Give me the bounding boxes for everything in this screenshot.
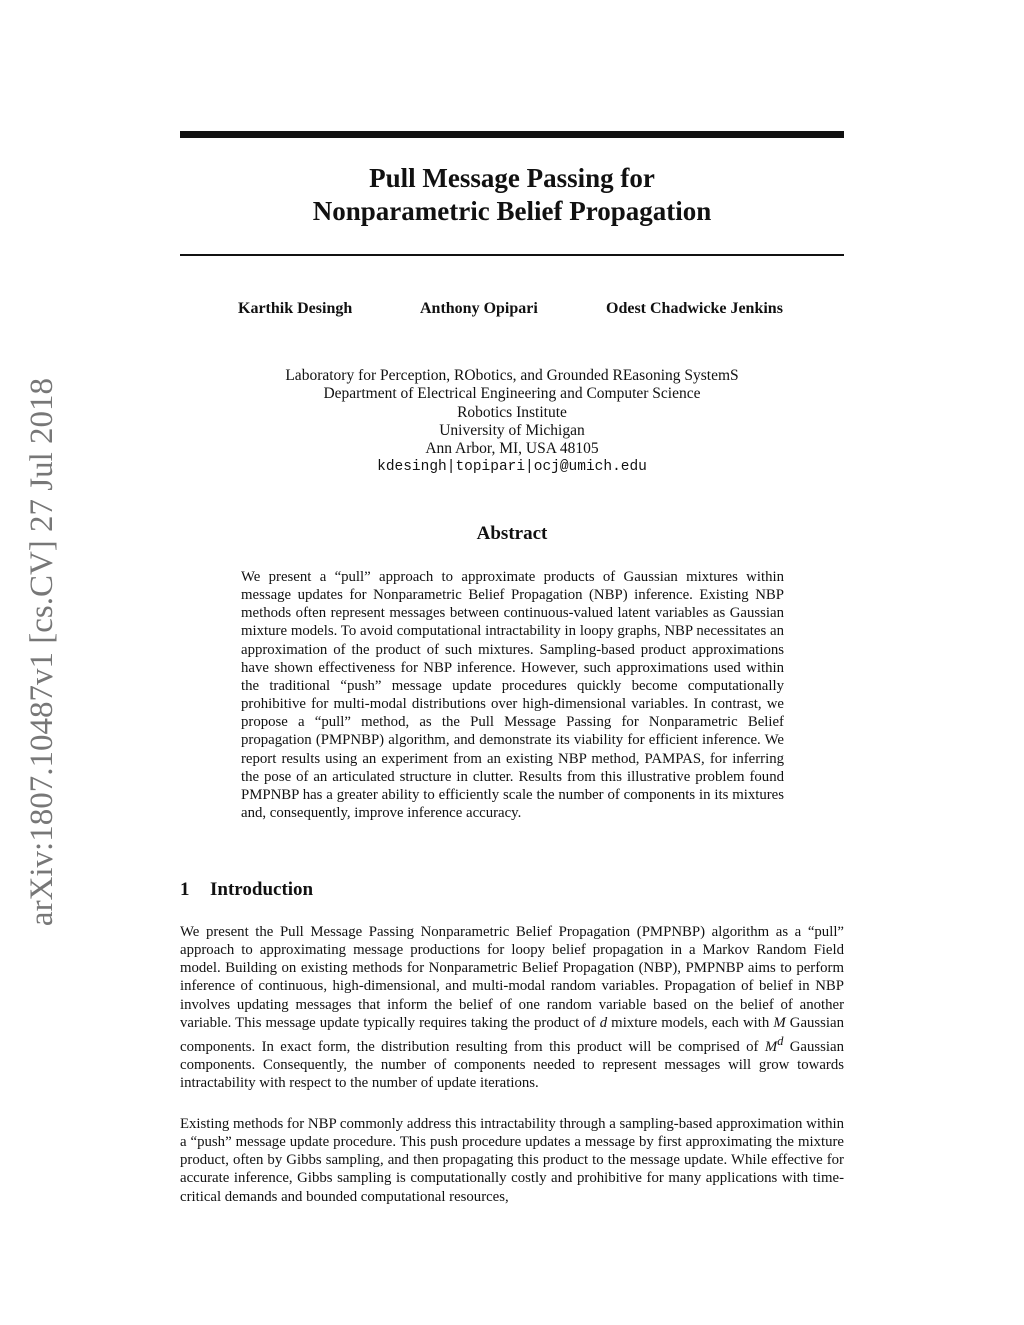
title-line-1: Pull Message Passing for — [369, 163, 655, 193]
section-number: 1 — [180, 879, 190, 900]
abstract-heading: Abstract — [476, 523, 548, 544]
section-heading-introduction — [180, 879, 313, 901]
math-expression-M-power-d — [764, 1033, 784, 1055]
math-exponent: d — [777, 1033, 784, 1048]
paragraph-text: Gaussian components. Consequently, the number of components needed to represent messages will grow towards intractability with respect to the number of update iterations. — [180, 1038, 844, 1092]
section-title: Introduction — [210, 879, 314, 900]
paragraph-text: mixture models, each with — [607, 1014, 774, 1031]
affiliation-block — [180, 367, 844, 477]
affiliation-line: Robotics Institute — [457, 403, 567, 421]
author-list — [180, 300, 844, 322]
affiliation-line: Ann Arbor, MI, USA 48105 — [425, 440, 599, 458]
affiliation-line: University of Michigan — [439, 421, 585, 439]
paper-title — [180, 162, 844, 228]
math-variable-M: M — [773, 1014, 786, 1031]
math-variable-d: d — [599, 1014, 608, 1031]
author-name: Odest Chadwicke Jenkins — [606, 300, 783, 317]
affiliation-line: Department of Electrical Engineering and Computer Science — [323, 385, 701, 403]
author-name: Anthony Opipari — [420, 300, 538, 317]
introduction-paragraph-1 — [180, 923, 844, 1092]
title-bottom-rule — [180, 254, 844, 256]
paragraph-text: We present the Pull Message Passing Nonparametric Belief Propagation (PMPNBP) algorithm as a “pull” approach to approximating message productions for loopy belief propagation in a Markov Random Field model. Building on existing methods for Nonparametric Belief Propagation (NBP), PMPNBP aims to perform inference of continuous, high-dimensional, and multi-modal random variables. Propagation of belief in NBP involves updating messages that inform the belief of one random variable based on the belief of another variable. This message update typically requires taking the product of — [180, 924, 844, 1031]
paragraph-text: Gaussian components. In exact form, the distribution resulting from this product will be comprised of — [180, 1014, 845, 1055]
title-top-rule — [180, 131, 844, 138]
title-line-2: Nonparametric Belief Propagation — [312, 196, 712, 226]
author-email: kdesingh|topipari|ocj@umich.edu — [377, 459, 647, 476]
arxiv-identifier-stamp: arXiv:1807.10487v1 [cs.CV] 27 Jul 2018 — [24, 377, 60, 927]
author-name: Karthik Desingh — [238, 300, 353, 317]
introduction-paragraph-2: Existing methods for NBP commonly address this intractability through a sampling-based approximation within a “push” message update procedure. This push procedure updates a message by first approximating the mixture product, often by Gibbs sampling, and then propagating this product to the message update. While effective for accurate inference, Gibbs sampling is computationally costly and prohibitive for many applications with time-critical demands and bounded computational resources, — [180, 1116, 844, 1205]
abstract-text: We present a “pull” approach to approximate products of Gaussian mixtures within message updates for Nonparametric Belief Propagation (NBP) inference. Existing NBP methods often represent messages between continuous-valued latent variables as Gaussian mixture models. To avoid computational intractability in loopy graphs, NBP necessitates an approximation of the product of such mixtures. Sampling-based product approximations have shown effectiveness for NBP inference. However, such approximations used within the traditional “push” message update procedures quickly become computationally prohibitive for multi-modal distributions over high-dimensional variables. In contrast, we propose a “pull” method, as the Pull Message Passing for Nonparametric Belief propagation (PMPNBP) algorithm, and demonstrate its viability for efficient inference. We report results using an experiment from an existing NBP method, PAMPAS, for inferring the pose of an articulated structure in clutter. Results from this illustrative problem found PMPNBP has a greater ability to efficiently scale the number of components in its mixtures and, consequently, improve inference accuracy. — [241, 569, 784, 822]
math-base: M — [764, 1038, 778, 1055]
affiliation-line: Laboratory for Perception, RObotics, and Grounded REasoning SystemS — [285, 367, 739, 384]
